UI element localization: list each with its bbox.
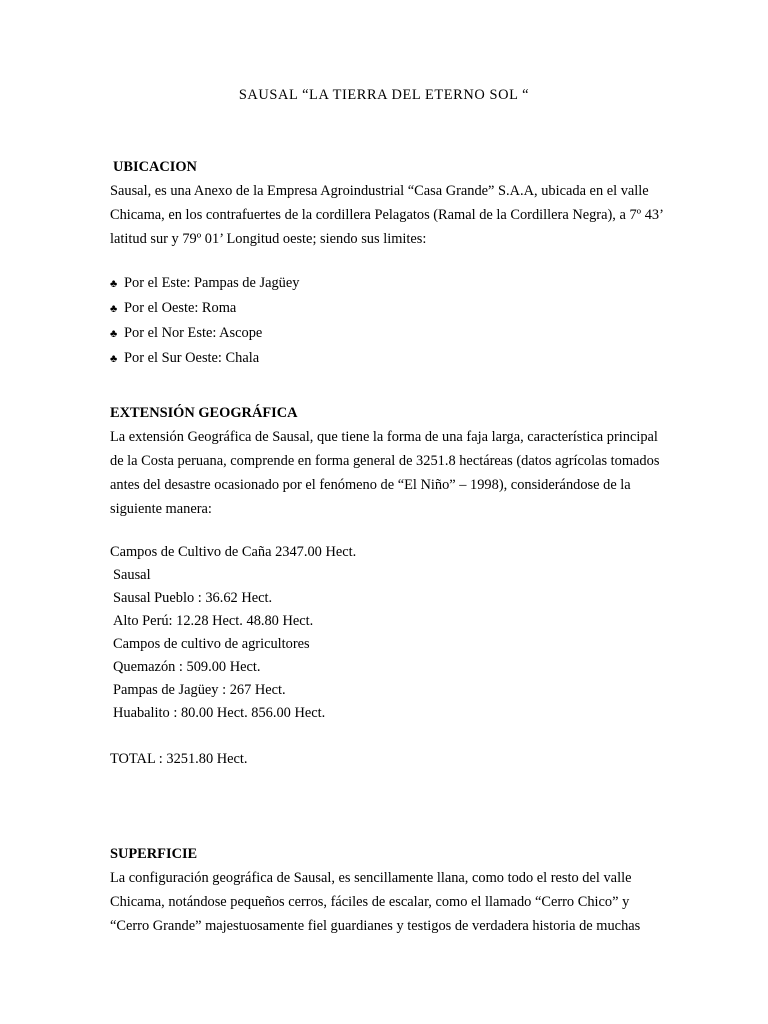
paragraph-line: latitud sur y 79º 01’ Longitud oeste; siendo sus limites: [110,231,427,247]
list-item: Huabalito : 80.00 Hect. 856.00 Hect. [113,705,326,721]
paragraph-line: “Cerro Grande” majestuosamente fiel guardianes y testigos de verdadera historia de muchas [110,918,641,934]
list-item [110,321,670,346]
list-item: Sausal [113,567,151,583]
heading-superficie: SUPERFICIE [110,846,198,862]
paragraph-line: Sausal, es una Anexo de la Empresa Agroindustrial “Casa Grande” S.A.A, ubicada en el valle [110,183,649,199]
club-bullet-icon: ♣ [110,303,118,315]
paragraph-line: siguiente manera: [110,501,212,517]
limit-text: Por el Sur Oeste: Chala [124,350,260,366]
list-item [110,271,670,296]
heading-ubicacion: UBICACION [113,159,197,175]
list-item: Alto Perú: 12.28 Hect. 48.80 Hect. [113,613,314,629]
list-item: Sausal Pueblo : 36.62 Hect. [113,590,273,606]
list-item: Pampas de Jagüey : 267 Hect. [113,682,286,698]
total-line [110,747,670,771]
limit-text: Por el Este: Pampas de Jagüey [124,275,300,291]
paragraph-line: de la Costa peruana, comprende en forma general de 3251.8 hectáreas (datos agrícolas tomados [110,453,660,469]
document-title: SAUSAL “LA TIERRA DEL ETERNO SOL “ [238,87,530,103]
paragraph-line: La configuración geográfica de Sausal, es sencillamente llana, como todo el resto del valle [110,870,632,886]
section-ubicacion [110,155,670,251]
paragraph-line: La extensión Geográfica de Sausal, que tiene la forma de una faja larga, característica principal [110,429,658,445]
list-item: Campos de cultivo de agricultores [113,636,310,652]
list-item: Campos de Cultivo de Caña 2347.00 Hect. [110,544,357,560]
section-superficie [110,842,670,938]
club-bullet-icon: ♣ [110,328,118,340]
limit-text: Por el Nor Este: Ascope [124,325,263,341]
club-bullet-icon: ♣ [110,353,118,365]
list-item: Quemazón : 509.00 Hect. [113,659,261,675]
limits-list [110,271,670,371]
total-text: TOTAL : 3251.80 Hect. [110,751,248,767]
paragraph-line: Chicama, notándose pequeños cerros, fáciles de escalar, como el llamado “Cerro Chico” y [110,894,630,910]
club-bullet-icon: ♣ [110,278,118,290]
paragraph-line: Chicama, en los contrafuertes de la cordillera Pelagatos (Ramal de la Cordillera Negra), a 7º 43’ [110,207,664,223]
area-list [110,541,670,725]
list-item [110,346,670,371]
limit-text: Por el Oeste: Roma [124,300,237,316]
heading-extension: EXTENSIÓN GEOGRÁFICA [110,405,298,421]
paragraph-line: antes del desastre ocasionado por el fenómeno de “El Niño” – 1998), considerándose de la [110,477,631,493]
section-extension [110,401,670,521]
list-item [110,296,670,321]
